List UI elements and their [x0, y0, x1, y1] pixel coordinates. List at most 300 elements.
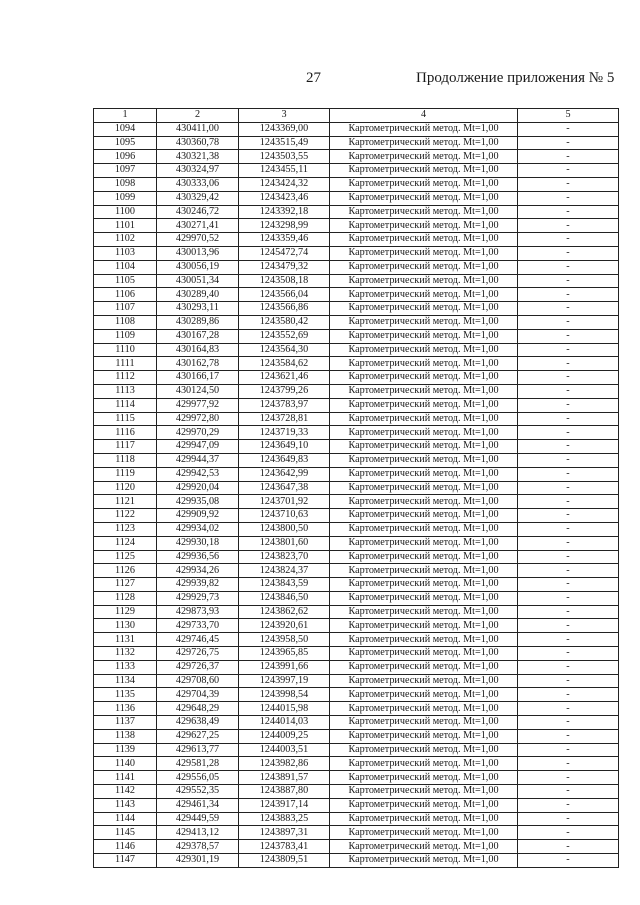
note-cell: -	[518, 136, 619, 150]
point-number-cell: 1138	[94, 729, 157, 743]
note-cell: -	[518, 426, 619, 440]
x-coordinate-cell: 429929,73	[157, 591, 239, 605]
table-row	[94, 371, 619, 385]
table-row	[94, 136, 619, 150]
y-coordinate-cell: 1243552,69	[239, 329, 330, 343]
method-cell: Картометрический метод. Mt=1,00	[330, 729, 518, 743]
y-coordinate-cell: 1243455,11	[239, 164, 330, 178]
y-coordinate-cell: 1243719,33	[239, 426, 330, 440]
table-row	[94, 674, 619, 688]
table-row	[94, 467, 619, 481]
y-coordinate-cell: 1243783,41	[239, 840, 330, 854]
point-number-cell: 1144	[94, 812, 157, 826]
table-row	[94, 453, 619, 467]
y-coordinate-cell: 1243728,81	[239, 412, 330, 426]
x-coordinate-cell: 430360,78	[157, 136, 239, 150]
table-row	[94, 647, 619, 661]
table-row	[94, 495, 619, 509]
method-cell: Картометрический метод. Mt=1,00	[330, 274, 518, 288]
table-row	[94, 302, 619, 316]
point-number-cell: 1135	[94, 688, 157, 702]
table-row	[94, 729, 619, 743]
x-coordinate-cell: 429704,39	[157, 688, 239, 702]
y-coordinate-cell: 1243799,26	[239, 384, 330, 398]
table-row	[94, 633, 619, 647]
x-coordinate-cell: 429552,35	[157, 785, 239, 799]
method-cell: Картометрический метод. Mt=1,00	[330, 122, 518, 136]
table-row	[94, 246, 619, 260]
x-coordinate-cell: 429970,29	[157, 426, 239, 440]
table-row	[94, 343, 619, 357]
y-coordinate-cell: 1243479,32	[239, 260, 330, 274]
method-cell: Картометрический метод. Mt=1,00	[330, 785, 518, 799]
note-cell: -	[518, 315, 619, 329]
x-coordinate-cell: 429461,34	[157, 798, 239, 812]
note-cell: -	[518, 564, 619, 578]
y-coordinate-cell: 1243642,99	[239, 467, 330, 481]
y-coordinate-cell: 1243359,46	[239, 233, 330, 247]
note-cell: -	[518, 288, 619, 302]
table-row	[94, 702, 619, 716]
note-cell: -	[518, 260, 619, 274]
point-number-cell: 1121	[94, 495, 157, 509]
x-coordinate-cell: 430289,86	[157, 315, 239, 329]
x-coordinate-cell: 430321,38	[157, 150, 239, 164]
method-cell: Картометрический метод. Mt=1,00	[330, 826, 518, 840]
method-cell: Картометрический метод. Mt=1,00	[330, 771, 518, 785]
note-cell: -	[518, 716, 619, 730]
method-cell: Картометрический метод. Mt=1,00	[330, 647, 518, 661]
note-cell: -	[518, 357, 619, 371]
method-cell: Картометрический метод. Mt=1,00	[330, 591, 518, 605]
note-cell: -	[518, 785, 619, 799]
x-coordinate-cell: 429581,28	[157, 757, 239, 771]
y-coordinate-cell: 1243783,97	[239, 398, 330, 412]
method-cell: Картометрический метод. Mt=1,00	[330, 619, 518, 633]
page-number: 27	[306, 70, 321, 86]
x-coordinate-cell: 430162,78	[157, 357, 239, 371]
method-cell: Картометрический метод. Mt=1,00	[330, 302, 518, 316]
x-coordinate-cell: 430056,19	[157, 260, 239, 274]
note-cell: -	[518, 495, 619, 509]
note-cell: -	[518, 177, 619, 191]
note-cell: -	[518, 798, 619, 812]
table-row	[94, 329, 619, 343]
note-cell: -	[518, 688, 619, 702]
table-row	[94, 509, 619, 523]
x-coordinate-cell: 429930,18	[157, 536, 239, 550]
point-number-cell: 1097	[94, 164, 157, 178]
point-number-cell: 1094	[94, 122, 157, 136]
table-body	[94, 122, 619, 867]
y-coordinate-cell: 1244014,03	[239, 716, 330, 730]
y-coordinate-cell: 1243701,92	[239, 495, 330, 509]
method-cell: Картометрический метод. Mt=1,00	[330, 522, 518, 536]
y-coordinate-cell: 1243580,42	[239, 315, 330, 329]
x-coordinate-cell: 429942,53	[157, 467, 239, 481]
x-coordinate-cell: 430164,83	[157, 343, 239, 357]
point-number-cell: 1141	[94, 771, 157, 785]
note-cell: -	[518, 633, 619, 647]
method-cell: Картометрический метод. Mt=1,00	[330, 343, 518, 357]
point-number-cell: 1117	[94, 440, 157, 454]
table-row	[94, 274, 619, 288]
y-coordinate-cell: 1243649,10	[239, 440, 330, 454]
y-coordinate-cell: 1244003,51	[239, 743, 330, 757]
x-coordinate-cell: 430324,97	[157, 164, 239, 178]
y-coordinate-cell: 1243566,86	[239, 302, 330, 316]
method-cell: Картометрический метод. Mt=1,00	[330, 260, 518, 274]
point-number-cell: 1118	[94, 453, 157, 467]
y-coordinate-cell: 1243843,59	[239, 578, 330, 592]
x-coordinate-cell: 429648,29	[157, 702, 239, 716]
method-cell: Картометрический метод. Mt=1,00	[330, 371, 518, 385]
note-cell: -	[518, 481, 619, 495]
point-number-cell: 1106	[94, 288, 157, 302]
point-number-cell: 1112	[94, 371, 157, 385]
table-row	[94, 550, 619, 564]
method-cell: Картометрический метод. Mt=1,00	[330, 136, 518, 150]
y-coordinate-cell: 1243998,54	[239, 688, 330, 702]
method-cell: Картометрический метод. Mt=1,00	[330, 716, 518, 730]
method-cell: Картометрический метод. Mt=1,00	[330, 798, 518, 812]
method-cell: Картометрический метод. Mt=1,00	[330, 219, 518, 233]
note-cell: -	[518, 550, 619, 564]
column-header-3: 3	[239, 109, 330, 123]
y-coordinate-cell: 1244015,98	[239, 702, 330, 716]
appendix-note: Продолжение приложения № 5	[416, 70, 615, 86]
table-row	[94, 233, 619, 247]
method-cell: Картометрический метод. Mt=1,00	[330, 412, 518, 426]
table-row	[94, 757, 619, 771]
table-row	[94, 826, 619, 840]
x-coordinate-cell: 429378,57	[157, 840, 239, 854]
point-number-cell: 1147	[94, 854, 157, 868]
note-cell: -	[518, 246, 619, 260]
x-coordinate-cell: 430013,96	[157, 246, 239, 260]
table-row	[94, 743, 619, 757]
method-cell: Картометрический метод. Mt=1,00	[330, 536, 518, 550]
point-number-cell: 1124	[94, 536, 157, 550]
table-row	[94, 164, 619, 178]
x-coordinate-cell: 429413,12	[157, 826, 239, 840]
method-cell: Картометрический метод. Mt=1,00	[330, 757, 518, 771]
x-coordinate-cell: 429301,19	[157, 854, 239, 868]
note-cell: -	[518, 522, 619, 536]
y-coordinate-cell: 1243997,19	[239, 674, 330, 688]
method-cell: Картометрический метод. Mt=1,00	[330, 605, 518, 619]
y-coordinate-cell: 1243621,46	[239, 371, 330, 385]
y-coordinate-cell: 1243917,14	[239, 798, 330, 812]
y-coordinate-cell: 1243515,49	[239, 136, 330, 150]
note-cell: -	[518, 854, 619, 868]
point-number-cell: 1133	[94, 660, 157, 674]
note-cell: -	[518, 536, 619, 550]
method-cell: Картометрический метод. Mt=1,00	[330, 481, 518, 495]
point-number-cell: 1140	[94, 757, 157, 771]
table-row	[94, 177, 619, 191]
method-cell: Картометрический метод. Mt=1,00	[330, 467, 518, 481]
method-cell: Картометрический метод. Mt=1,00	[330, 398, 518, 412]
method-cell: Картометрический метод. Mt=1,00	[330, 177, 518, 191]
point-number-cell: 1119	[94, 467, 157, 481]
y-coordinate-cell: 1243584,62	[239, 357, 330, 371]
table-row	[94, 384, 619, 398]
table-row	[94, 315, 619, 329]
y-coordinate-cell: 1243424,32	[239, 177, 330, 191]
x-coordinate-cell: 429627,25	[157, 729, 239, 743]
point-number-cell: 1098	[94, 177, 157, 191]
y-coordinate-cell: 1243958,50	[239, 633, 330, 647]
method-cell: Картометрический метод. Mt=1,00	[330, 633, 518, 647]
x-coordinate-cell: 429708,60	[157, 674, 239, 688]
point-number-cell: 1136	[94, 702, 157, 716]
point-number-cell: 1146	[94, 840, 157, 854]
y-coordinate-cell: 1243883,25	[239, 812, 330, 826]
table-row	[94, 660, 619, 674]
note-cell: -	[518, 343, 619, 357]
point-number-cell: 1128	[94, 591, 157, 605]
table-row	[94, 288, 619, 302]
method-cell: Картометрический метод. Mt=1,00	[330, 812, 518, 826]
note-cell: -	[518, 371, 619, 385]
x-coordinate-cell: 430411,00	[157, 122, 239, 136]
x-coordinate-cell: 429934,02	[157, 522, 239, 536]
method-cell: Картометрический метод. Mt=1,00	[330, 426, 518, 440]
point-number-cell: 1137	[94, 716, 157, 730]
note-cell: -	[518, 619, 619, 633]
x-coordinate-cell: 430271,41	[157, 219, 239, 233]
point-number-cell: 1113	[94, 384, 157, 398]
method-cell: Картометрический метод. Mt=1,00	[330, 384, 518, 398]
table-row	[94, 481, 619, 495]
y-coordinate-cell: 1243710,63	[239, 509, 330, 523]
y-coordinate-cell: 1245472,74	[239, 246, 330, 260]
note-cell: -	[518, 467, 619, 481]
method-cell: Картометрический метод. Mt=1,00	[330, 329, 518, 343]
point-number-cell: 1122	[94, 509, 157, 523]
x-coordinate-cell: 430329,42	[157, 191, 239, 205]
point-number-cell: 1129	[94, 605, 157, 619]
y-coordinate-cell: 1243298,99	[239, 219, 330, 233]
note-cell: -	[518, 509, 619, 523]
x-coordinate-cell: 429944,37	[157, 453, 239, 467]
point-number-cell: 1120	[94, 481, 157, 495]
method-cell: Картометрический метод. Mt=1,00	[330, 150, 518, 164]
method-cell: Картометрический метод. Mt=1,00	[330, 315, 518, 329]
point-number-cell: 1102	[94, 233, 157, 247]
table-row	[94, 191, 619, 205]
table-row	[94, 798, 619, 812]
note-cell: -	[518, 233, 619, 247]
method-cell: Картометрический метод. Mt=1,00	[330, 743, 518, 757]
y-coordinate-cell: 1243801,60	[239, 536, 330, 550]
x-coordinate-cell: 430167,28	[157, 329, 239, 343]
note-cell: -	[518, 771, 619, 785]
point-number-cell: 1107	[94, 302, 157, 316]
note-cell: -	[518, 274, 619, 288]
note-cell: -	[518, 440, 619, 454]
point-number-cell: 1134	[94, 674, 157, 688]
note-cell: -	[518, 591, 619, 605]
x-coordinate-cell: 430246,72	[157, 205, 239, 219]
table-row	[94, 854, 619, 868]
note-cell: -	[518, 412, 619, 426]
note-cell: -	[518, 205, 619, 219]
point-number-cell: 1104	[94, 260, 157, 274]
point-number-cell: 1096	[94, 150, 157, 164]
note-cell: -	[518, 150, 619, 164]
method-cell: Картометрический метод. Mt=1,00	[330, 660, 518, 674]
table-row	[94, 150, 619, 164]
table-row	[94, 591, 619, 605]
x-coordinate-cell: 429449,59	[157, 812, 239, 826]
point-number-cell: 1127	[94, 578, 157, 592]
y-coordinate-cell: 1243566,04	[239, 288, 330, 302]
method-cell: Картометрический метод. Mt=1,00	[330, 233, 518, 247]
table-header-row	[94, 109, 619, 123]
table-row	[94, 122, 619, 136]
note-cell: -	[518, 757, 619, 771]
note-cell: -	[518, 826, 619, 840]
x-coordinate-cell: 429613,77	[157, 743, 239, 757]
note-cell: -	[518, 702, 619, 716]
method-cell: Картометрический метод. Mt=1,00	[330, 854, 518, 868]
method-cell: Картометрический метод. Mt=1,00	[330, 164, 518, 178]
x-coordinate-cell: 429726,37	[157, 660, 239, 674]
note-cell: -	[518, 164, 619, 178]
table-row	[94, 812, 619, 826]
point-number-cell: 1142	[94, 785, 157, 799]
y-coordinate-cell: 1243823,70	[239, 550, 330, 564]
note-cell: -	[518, 191, 619, 205]
note-cell: -	[518, 605, 619, 619]
y-coordinate-cell: 1243982,86	[239, 757, 330, 771]
table-row	[94, 605, 619, 619]
point-number-cell: 1123	[94, 522, 157, 536]
table-row	[94, 398, 619, 412]
method-cell: Картометрический метод. Mt=1,00	[330, 564, 518, 578]
method-cell: Картометрический метод. Mt=1,00	[330, 495, 518, 509]
y-coordinate-cell: 1243647,38	[239, 481, 330, 495]
table-row	[94, 564, 619, 578]
y-coordinate-cell: 1243392,18	[239, 205, 330, 219]
x-coordinate-cell: 429936,56	[157, 550, 239, 564]
table-row	[94, 219, 619, 233]
coordinates-table	[93, 108, 619, 868]
note-cell: -	[518, 660, 619, 674]
point-number-cell: 1105	[94, 274, 157, 288]
x-coordinate-cell: 429920,04	[157, 481, 239, 495]
table-row	[94, 536, 619, 550]
note-cell: -	[518, 743, 619, 757]
method-cell: Картометрический метод. Mt=1,00	[330, 550, 518, 564]
point-number-cell: 1126	[94, 564, 157, 578]
x-coordinate-cell: 430051,34	[157, 274, 239, 288]
x-coordinate-cell: 430333,06	[157, 177, 239, 191]
table-row	[94, 522, 619, 536]
y-coordinate-cell: 1243887,80	[239, 785, 330, 799]
point-number-cell: 1139	[94, 743, 157, 757]
table-row	[94, 716, 619, 730]
table-row	[94, 785, 619, 799]
table-row	[94, 619, 619, 633]
point-number-cell: 1130	[94, 619, 157, 633]
x-coordinate-cell: 429638,49	[157, 716, 239, 730]
x-coordinate-cell: 429935,08	[157, 495, 239, 509]
y-coordinate-cell: 1243891,57	[239, 771, 330, 785]
point-number-cell: 1100	[94, 205, 157, 219]
method-cell: Картометрический метод. Mt=1,00	[330, 205, 518, 219]
note-cell: -	[518, 329, 619, 343]
y-coordinate-cell: 1243369,00	[239, 122, 330, 136]
table-row	[94, 688, 619, 702]
point-number-cell: 1114	[94, 398, 157, 412]
note-cell: -	[518, 674, 619, 688]
point-number-cell: 1110	[94, 343, 157, 357]
y-coordinate-cell: 1243503,55	[239, 150, 330, 164]
x-coordinate-cell: 430166,17	[157, 371, 239, 385]
y-coordinate-cell: 1243965,85	[239, 647, 330, 661]
point-number-cell: 1108	[94, 315, 157, 329]
note-cell: -	[518, 812, 619, 826]
column-header-4: 4	[330, 109, 518, 123]
x-coordinate-cell: 429873,93	[157, 605, 239, 619]
point-number-cell: 1095	[94, 136, 157, 150]
x-coordinate-cell: 429939,82	[157, 578, 239, 592]
point-number-cell: 1125	[94, 550, 157, 564]
note-cell: -	[518, 453, 619, 467]
y-coordinate-cell: 1244009,25	[239, 729, 330, 743]
note-cell: -	[518, 840, 619, 854]
y-coordinate-cell: 1243564,30	[239, 343, 330, 357]
point-number-cell: 1131	[94, 633, 157, 647]
method-cell: Картометрический метод. Mt=1,00	[330, 357, 518, 371]
point-number-cell: 1111	[94, 357, 157, 371]
table-row	[94, 771, 619, 785]
point-number-cell: 1103	[94, 246, 157, 260]
method-cell: Картометрический метод. Mt=1,00	[330, 674, 518, 688]
table-row	[94, 412, 619, 426]
table-row	[94, 840, 619, 854]
x-coordinate-cell: 430289,40	[157, 288, 239, 302]
x-coordinate-cell: 429934,26	[157, 564, 239, 578]
point-number-cell: 1099	[94, 191, 157, 205]
x-coordinate-cell: 429947,09	[157, 440, 239, 454]
x-coordinate-cell: 429909,92	[157, 509, 239, 523]
method-cell: Картометрический метод. Mt=1,00	[330, 578, 518, 592]
method-cell: Картометрический метод. Mt=1,00	[330, 288, 518, 302]
note-cell: -	[518, 122, 619, 136]
point-number-cell: 1132	[94, 647, 157, 661]
x-coordinate-cell: 429556,05	[157, 771, 239, 785]
x-coordinate-cell: 429977,92	[157, 398, 239, 412]
point-number-cell: 1101	[94, 219, 157, 233]
x-coordinate-cell: 429726,75	[157, 647, 239, 661]
y-coordinate-cell: 1243423,46	[239, 191, 330, 205]
y-coordinate-cell: 1243897,31	[239, 826, 330, 840]
note-cell: -	[518, 219, 619, 233]
method-cell: Картометрический метод. Mt=1,00	[330, 702, 518, 716]
note-cell: -	[518, 398, 619, 412]
method-cell: Картометрический метод. Mt=1,00	[330, 509, 518, 523]
note-cell: -	[518, 578, 619, 592]
y-coordinate-cell: 1243800,50	[239, 522, 330, 536]
y-coordinate-cell: 1243824,37	[239, 564, 330, 578]
point-number-cell: 1116	[94, 426, 157, 440]
y-coordinate-cell: 1243991,66	[239, 660, 330, 674]
y-coordinate-cell: 1243846,50	[239, 591, 330, 605]
